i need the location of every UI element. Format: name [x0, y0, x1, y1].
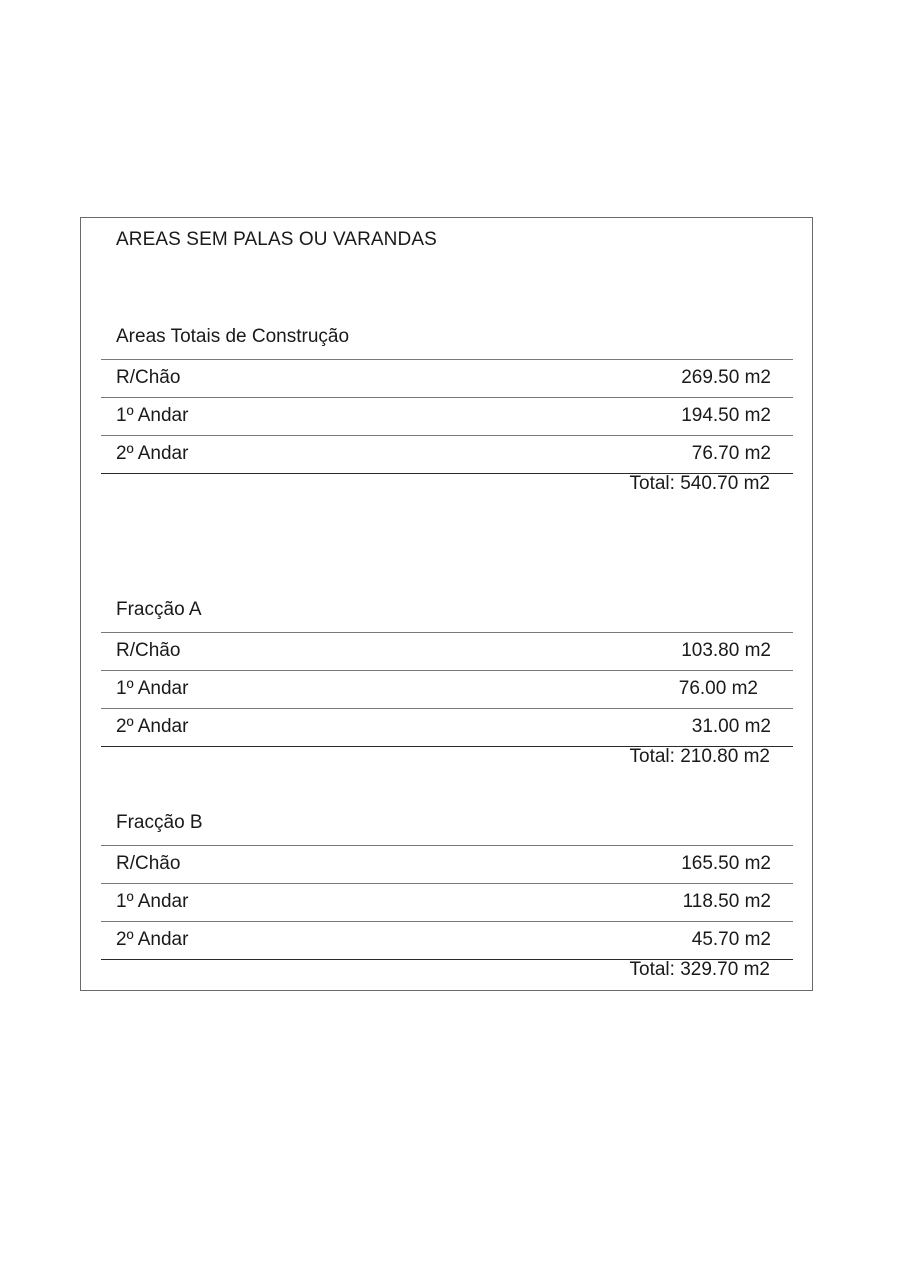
row-value: 45.70 m2 [691, 929, 771, 950]
row-label: 1º Andar [116, 405, 189, 426]
row-value: 31.00 m2 [691, 716, 771, 737]
area-rows [101, 632, 793, 747]
section-heading: Fracção A [116, 599, 202, 620]
document-title: AREAS SEM PALAS OU VARANDAS [116, 229, 437, 250]
table-row [101, 708, 793, 747]
row-label: 1º Andar [116, 678, 189, 699]
row-value: 194.50 m2 [681, 405, 771, 426]
table-row [101, 921, 793, 960]
row-label: R/Chão [116, 640, 181, 661]
area-table-frame [80, 217, 813, 991]
table-row [101, 359, 793, 397]
row-label: 2º Andar [116, 443, 189, 464]
row-value: 269.50 m2 [681, 367, 771, 388]
area-rows [101, 845, 793, 960]
area-rows [101, 359, 793, 474]
section-heading: Areas Totais de Construção [116, 326, 350, 347]
section-heading: Fracção B [116, 812, 203, 833]
row-label: R/Chão [116, 367, 181, 388]
row-value: 76.70 m2 [691, 443, 771, 464]
table-row [101, 883, 793, 921]
row-value: 118.50 m2 [682, 891, 771, 912]
row-label: 2º Andar [116, 716, 189, 737]
table-row [101, 632, 793, 670]
row-label: R/Chão [116, 853, 181, 874]
table-row [101, 435, 793, 474]
table-row [101, 397, 793, 435]
section-total: Total: 210.80 m2 [629, 746, 770, 767]
section-total: Total: 540.70 m2 [629, 473, 770, 494]
table-row [101, 845, 793, 883]
row-label: 1º Andar [116, 891, 189, 912]
row-value: 76.00 m2 [678, 678, 758, 699]
row-value: 103.80 m2 [681, 640, 771, 661]
row-label: 2º Andar [116, 929, 189, 950]
row-value: 165.50 m2 [681, 853, 771, 874]
section-total: Total: 329.70 m2 [629, 959, 770, 980]
table-row [101, 670, 793, 708]
